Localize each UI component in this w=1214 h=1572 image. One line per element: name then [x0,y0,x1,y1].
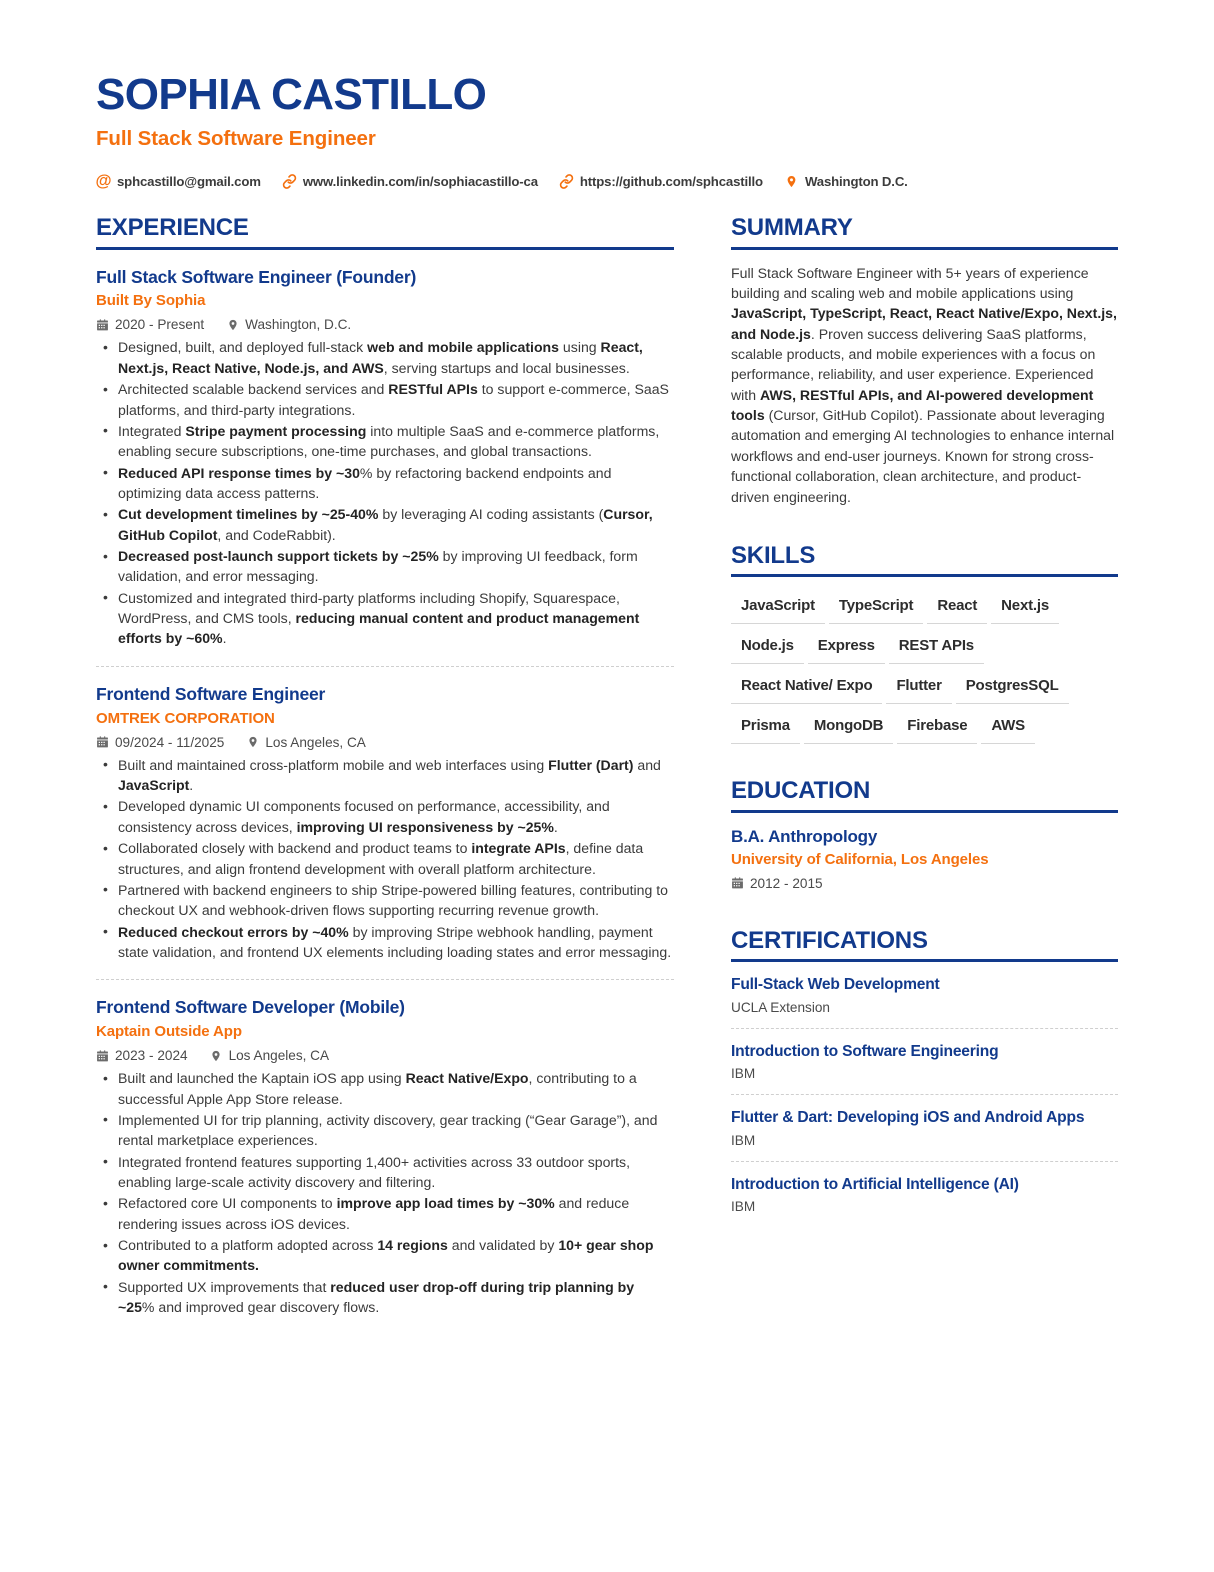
section-rule [731,247,1118,250]
entry-title: Frontend Software Engineer [96,683,326,704]
bullet-item: • Reduced API response times by ~30% by refactoring backend endpoints and optimizing data access patterns. [96,463,674,504]
contact-linkedin-text: www.linkedin.com/in/sophiacastillo-ca [302,174,538,190]
bullet-item: • Integrated Stripe payment processing into multiple SaaS and e-commerce platforms, enabling secure subscriptions, one-time purchases, and global transactions. [96,421,674,462]
education-degree: B.A. Anthropology [731,826,878,846]
entry-bullets [96,1068,674,1317]
skill-chip: Prisma [731,711,800,744]
entry-location [210,1048,330,1063]
skill-chip: REST APIs [889,631,984,664]
entry-title: Full Stack Software Engineer (Founder) [96,266,417,287]
location-icon [246,735,259,749]
skill-chip: React Native/ Expo [731,671,882,704]
bullet-item: • Integrated frontend features supporting 1,400+ activities across 33 outdoor sports, enabling large-scale activity discovery and filtering. [96,1152,674,1193]
certification-name: Full-Stack Web Development [731,976,940,994]
entry-location-text: Washington, D.C. [245,317,352,333]
entry-dates-text: 09/2024 - 11/2025 [115,734,225,750]
education-heading: EDUCATION [731,777,871,805]
bullet-item: • Architected scalable backend services and RESTful APIs to support e-commerce, SaaS platforms, and third-party integrations. [96,379,674,420]
skill-chip: TypeScript [829,591,923,624]
summary-text: Full Stack Software Engineer with 5+ years of experience building and scaling web and mobile applications using JavaScript, TypeScript, React, React Native/Expo, Next.js, and Node.js. Proven success delivering SaaS platforms, scalable products, and mobile experiences with a focus on performance, reliability, and user experience. Experienced with AWS, RESTful APIs, and AI-powered development tools (Cursor, GitHub Copilot). Passionate about leveraging automation and emerging AI technologies to enhance internal workflows and end-user journeys. Known for strong cross-functional collaboration, clean architecture, and product-driven engineering. [731,264,1117,505]
entry-dates [96,735,224,750]
skills-section [731,543,1118,751]
link-icon [282,174,297,189]
education-school: University of California, Los Angeles [731,850,989,868]
entry-title: Frontend Software Developer (Mobile) [96,997,405,1018]
experience-entry [96,250,674,649]
spacer [731,751,1118,778]
skill-chip: AWS [981,711,1035,744]
bullet-item: • Cut development timelines by ~25-40% by leveraging AI coding assistants (Cursor, GitHub Copilot, and CodeRabbit). [96,504,674,545]
skill-chip: JavaScript [731,591,825,624]
certification-issuer: IBM [731,1199,756,1214]
entry-meta [96,317,674,332]
entry-dates-text: 2020 - Present [115,317,205,333]
certification-item [731,1095,1118,1147]
certification-item [731,1029,1118,1081]
certifications-heading: CERTIFICATIONS [731,926,928,954]
skill-chip: PostgresSQL [956,671,1069,704]
education-entry [731,827,1118,891]
experience-entry [96,667,674,962]
right-column [731,215,1118,1214]
certification-name: Introduction to Artificial Intelligence (AI) [731,1175,1019,1193]
entry-location-text: Los Angeles, CA [228,1048,330,1064]
skill-chip: Next.js [991,591,1059,624]
resume-body [96,215,1118,1317]
contact-github[interactable] [559,174,763,189]
skill-chip: Flutter [886,671,951,704]
link-icon [559,174,574,189]
bullet-item: • Customized and integrated third-party platforms including Shopify, Squarespace, WordPress, and CMS tools, reducing manual content and product management efforts by ~60%. [96,588,674,649]
calendar-icon [731,876,744,890]
certification-name: Flutter & Dart: Developing iOS and Android Apps [731,1109,1085,1127]
experience-section [96,215,674,1317]
spacer [731,891,1118,928]
at-icon: @ [95,172,112,191]
entry-meta [96,1048,674,1063]
entry-dates-text: 2023 - 2024 [115,1048,188,1064]
certification-item [731,962,1118,1014]
education-dates [731,876,823,891]
entry-location-text: Los Angeles, CA [265,734,366,750]
skill-chip: React [927,591,987,624]
entry-dates [96,1048,188,1063]
contact-email[interactable] [96,174,261,189]
entry-location [246,735,366,750]
bullet-item: • Implemented UI for trip planning, activity discovery, gear tracking (“Gear Garage”), and rental marketplace experiences. [96,1110,674,1151]
entry-company: Kaptain Outside App [96,1023,242,1041]
certification-issuer: UCLA Extension [731,999,830,1015]
summary-section [731,215,1118,507]
location-icon [210,1049,223,1063]
certifications-section [731,928,1118,1214]
bullet-item: • Supported UX improvements that reduced user drop-off during trip planning by ~25% and improved gear discovery flows. [96,1277,674,1318]
contact-linkedin[interactable] [282,174,538,189]
entry-company: Built By Sophia [96,292,206,310]
skill-chip: Node.js [731,631,804,664]
certification-item [731,1162,1118,1214]
certification-name: Introduction to Software Engineering [731,1042,999,1060]
bullet-item: • Designed, built, and deployed full-stack web and mobile applications using React, Next.js, React Native, Node.js, and AWS, serving startups and local businesses. [96,337,674,378]
education-section [731,778,1118,890]
calendar-icon [96,1049,109,1063]
entry-bullets [96,337,674,648]
education-dates-text: 2012 - 2015 [750,875,823,891]
calendar-icon [96,735,109,749]
left-column [96,215,674,1317]
bullet-item: • Contributed to a platform adopted across 14 regions and validated by 10+ gear shop owner commitments. [96,1235,674,1276]
spacer [731,507,1118,543]
skills-list [731,591,1118,751]
resume-header [96,72,1118,189]
bullet-item: • Partnered with backend engineers to ship Stripe-powered billing features, contributing to checkout UX and webhook-driven flows supporting recurring revenue growth. [96,880,674,921]
entry-dates [96,317,204,332]
skill-chip: Firebase [897,711,977,744]
contact-row [96,174,1118,189]
certification-issuer: IBM [731,1132,756,1148]
entry-location [226,317,351,332]
contact-location [784,174,908,189]
bullet-item: • Decreased post-launch support tickets by ~25% by improving UI feedback, form validation, and error messaging. [96,546,674,587]
bullet-item: • Built and launched the Kaptain iOS app using React Native/Expo, contributing to a successful Apple App Store release. [96,1068,674,1109]
bullet-item: • Refactored core UI components to improve app load times by ~30% and reduce rendering issues across iOS devices. [96,1193,674,1234]
experience-entry [96,980,674,1317]
bullet-item: • Collaborated closely with backend and product teams to integrate APIs, define data structures, and align frontend development with overall platform architecture. [96,838,674,879]
entry-bullets [96,755,674,963]
location-icon [784,174,799,189]
certification-issuer: IBM [731,1066,756,1082]
experience-heading: EXPERIENCE [96,214,249,242]
contact-github-text: https://github.com/sphcastillo [579,174,763,190]
contact-location-text: Washington D.C. [804,174,908,190]
calendar-icon [96,318,109,332]
candidate-job-title: Full Stack Software Engineer [96,127,376,151]
location-icon [226,318,239,332]
entry-company: OMTREK CORPORATION [96,709,275,727]
section-rule [731,574,1118,577]
entry-meta [96,735,674,750]
summary-heading: SUMMARY [731,214,853,242]
bullet-item: • Developed dynamic UI components focused on performance, accessibility, and consistency across devices, improving UI responsiveness by ~25%. [96,796,674,837]
skills-heading: SKILLS [731,541,816,569]
skill-chip: MongoDB [804,711,893,744]
education-meta [731,876,1118,891]
contact-email-text: sphcastillo@gmail.com [117,174,261,190]
bullet-item: • Reduced checkout errors by ~40% by improving Stripe webhook handling, payment state validation, and frontend UX elements including loading states and error messaging. [96,922,674,963]
section-rule [731,810,1118,813]
bullet-item: • Built and maintained cross-platform mobile and web interfaces using Flutter (Dart) and JavaScript. [96,755,674,796]
candidate-name: SOPHIA CASTILLO [96,70,487,119]
skill-chip: Express [808,631,885,664]
